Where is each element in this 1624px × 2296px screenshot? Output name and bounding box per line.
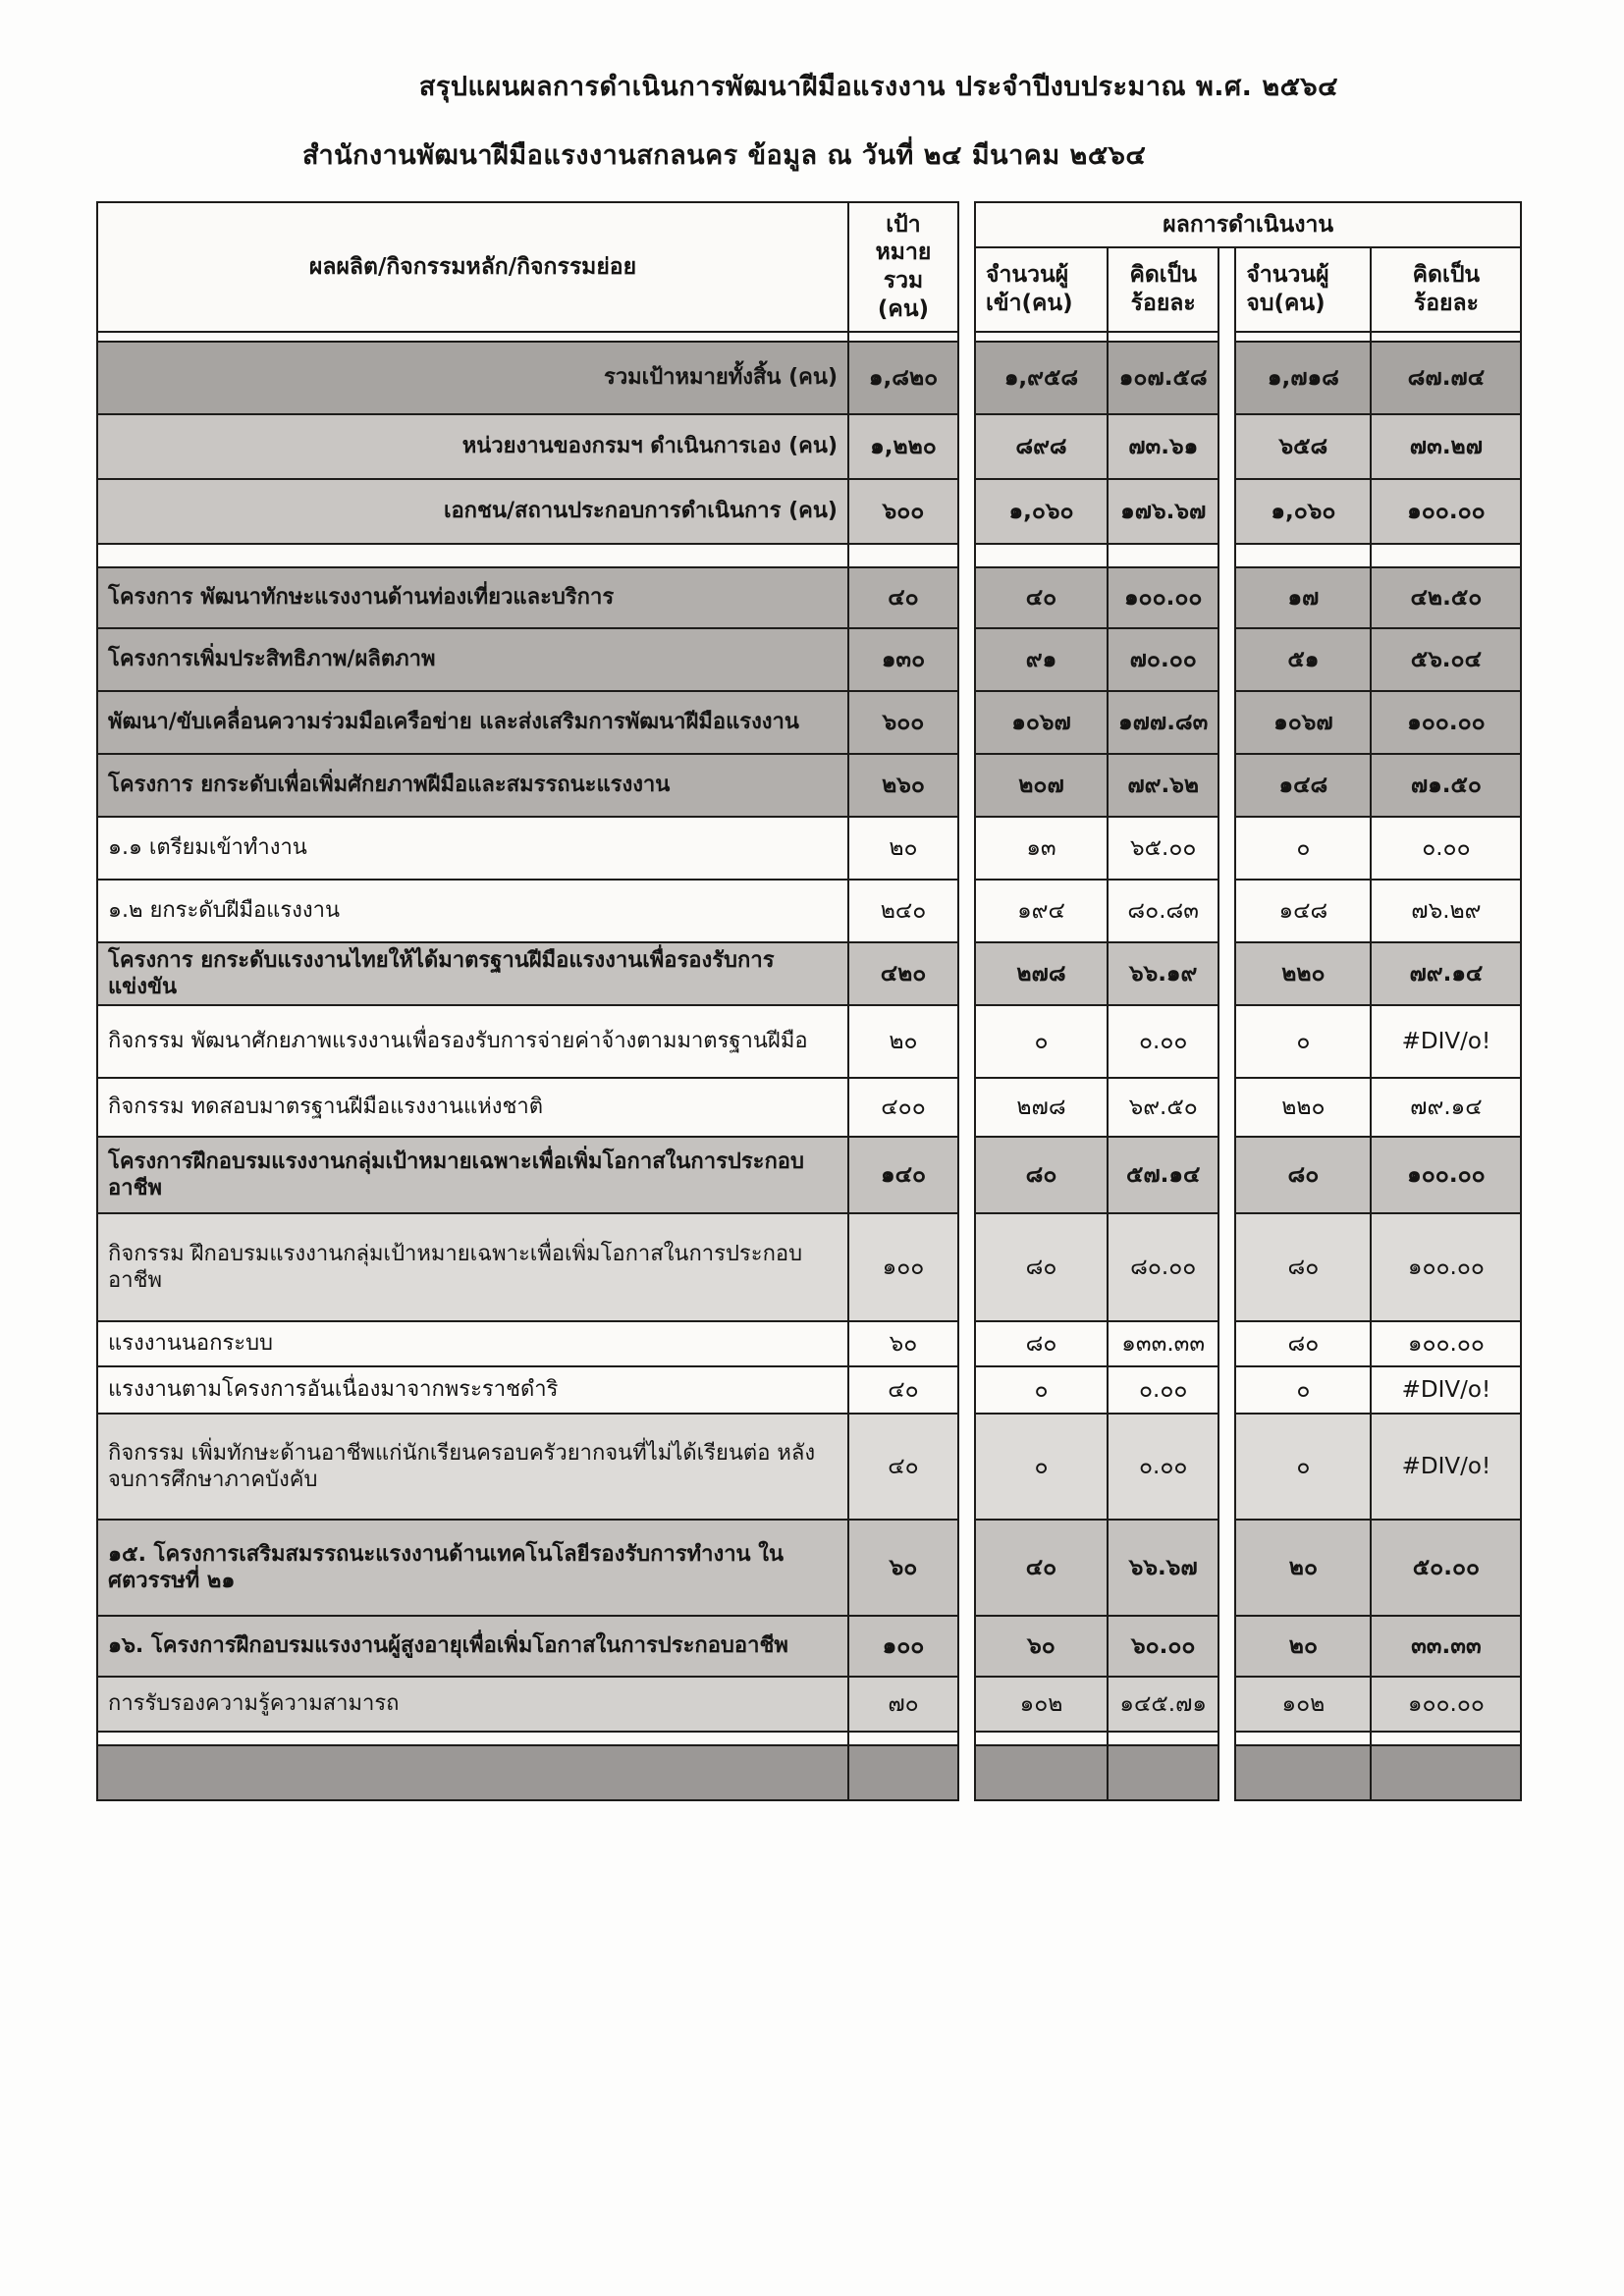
footer-cell <box>97 1745 848 1800</box>
finished-pct: ๑๐๐.๐๐ <box>1371 691 1521 754</box>
column-gap <box>1218 1078 1235 1137</box>
column-gap <box>1218 414 1235 479</box>
finished-pct: ๓๓.๓๓ <box>1371 1616 1521 1677</box>
footer-cell <box>975 1745 1108 1800</box>
activity-label: พัฒนา/ขับเคลื่อนความร่วมมือเครือข่าย และส่งเสริมการพัฒนาฝีมือแรงงาน <box>97 691 848 754</box>
spacer-row <box>97 544 1521 567</box>
target-value: ๖๐๐ <box>848 479 958 544</box>
column-gap <box>958 567 975 628</box>
footer-cell <box>1108 1745 1218 1800</box>
header-pct-finished-line1: คิดเป็น <box>1412 262 1481 289</box>
finished-value: ๒๐ <box>1235 1616 1371 1677</box>
finished-value: ๕๑ <box>1235 628 1371 691</box>
finished-pct: ๑๐๐.๐๐ <box>1371 1213 1521 1321</box>
target-value: ๒๔๐ <box>848 880 958 942</box>
entered-value: ๑๐๒ <box>975 1677 1108 1732</box>
finished-value: ๑๐๒ <box>1235 1677 1371 1732</box>
header-finished-line2: จบ(คน) <box>1246 291 1326 316</box>
table-row <box>97 1005 1521 1078</box>
entered-pct: ๕๗.๑๔ <box>1108 1137 1218 1213</box>
table-row <box>97 1414 1521 1520</box>
finished-value: ๖๕๘ <box>1235 414 1371 479</box>
spacer-cell <box>848 332 958 342</box>
spacer-cell <box>1108 332 1218 342</box>
target-value: ๑๐๐ <box>848 1213 958 1321</box>
column-gap <box>958 817 975 880</box>
finished-pct: ๑๐๐.๐๐ <box>1371 1137 1521 1213</box>
column-gap <box>958 414 975 479</box>
column-gap <box>1218 1414 1235 1520</box>
table-row <box>97 1520 1521 1616</box>
table-row <box>97 1677 1521 1732</box>
entered-pct: ๖๖.๑๙ <box>1108 942 1218 1005</box>
header-results-group: ผลการดำเนินงาน <box>975 202 1521 247</box>
activity-label: ๑.๑ เตรียมเข้าทำงาน <box>97 817 848 880</box>
entered-value: ๐ <box>975 1005 1108 1078</box>
column-gap <box>958 202 975 332</box>
activity-label: การรับรองความรู้ความสามารถ <box>97 1677 848 1732</box>
target-value: ๑๔๐ <box>848 1137 958 1213</box>
entered-pct: ๖๖.๖๗ <box>1108 1520 1218 1616</box>
entered-pct: ๑๐๐.๐๐ <box>1108 567 1218 628</box>
target-value: ๔๐๐ <box>848 1078 958 1137</box>
table-row <box>97 342 1521 414</box>
header-pct-entered-line1: คิดเป็น <box>1129 262 1197 289</box>
finished-value: ๒๐ <box>1235 1520 1371 1616</box>
table-row <box>97 1321 1521 1366</box>
column-gap <box>958 1745 975 1800</box>
column-gap <box>1218 754 1235 817</box>
column-gap <box>958 942 975 1005</box>
header-pct-finished <box>1371 247 1521 332</box>
column-gap <box>1218 1732 1235 1745</box>
column-gap <box>1218 942 1235 1005</box>
table-header-row <box>97 202 1521 247</box>
column-gap <box>1218 880 1235 942</box>
table-row <box>97 479 1521 544</box>
spacer-cell <box>1371 332 1521 342</box>
table-row <box>97 817 1521 880</box>
column-gap <box>958 628 975 691</box>
target-value: ๖๐ <box>848 1321 958 1366</box>
column-gap <box>958 479 975 544</box>
table-row <box>97 880 1521 942</box>
entered-pct: ๐.๐๐ <box>1108 1005 1218 1078</box>
activity-label: โครงการฝึกอบรมแรงงานกลุ่มเป้าหมายเฉพาะเพื่อเพิ่มโอกาสในการประกอบอาชีพ <box>97 1137 848 1213</box>
column-gap <box>1218 1137 1235 1213</box>
column-gap <box>958 1078 975 1137</box>
spacer-cell <box>97 1732 848 1745</box>
spacer-cell <box>848 1732 958 1745</box>
finished-value: ๑๐๖๗ <box>1235 691 1371 754</box>
spacer-cell <box>1235 544 1371 567</box>
activity-label: รวมเป้าหมายทั้งสิ้น (คน) <box>97 342 848 414</box>
finished-pct: #DIV/o! <box>1371 1366 1521 1414</box>
entered-value: ๑๐๖๗ <box>975 691 1108 754</box>
column-gap <box>1218 1745 1235 1800</box>
finished-pct: ๔๒.๕๐ <box>1371 567 1521 628</box>
column-gap <box>958 1137 975 1213</box>
spacer-cell <box>1108 1732 1218 1745</box>
finished-pct: ๐.๐๐ <box>1371 817 1521 880</box>
footer-cell <box>1235 1745 1371 1800</box>
target-value: ๒๐ <box>848 817 958 880</box>
target-value: ๑,๘๒๐ <box>848 342 958 414</box>
column-gap <box>958 1616 975 1677</box>
entered-value: ๖๐ <box>975 1616 1108 1677</box>
column-gap <box>958 342 975 414</box>
finished-pct: ๑๐๐.๐๐ <box>1371 1677 1521 1732</box>
table-row <box>97 1616 1521 1677</box>
activity-label: โครงการ ยกระดับแรงงานไทยให้ได้มาตรฐานฝีมือแรงงานเพื่อรองรับการแข่งขัน <box>97 942 848 1005</box>
finished-value: ๐ <box>1235 1414 1371 1520</box>
table-row <box>97 691 1521 754</box>
activity-label: กิจกรรม พัฒนาศักยภาพแรงงานเพื่อรองรับการจ่ายค่าจ้างตามมาตรฐานฝีมือ <box>97 1005 848 1078</box>
finished-pct: ๗๖.๒๙ <box>1371 880 1521 942</box>
column-gap <box>1218 1366 1235 1414</box>
entered-value: ๔๐ <box>975 567 1108 628</box>
entered-pct: ๐.๐๐ <box>1108 1414 1218 1520</box>
spacer-cell <box>97 544 848 567</box>
finished-value: ๘๐ <box>1235 1213 1371 1321</box>
column-gap <box>1218 691 1235 754</box>
column-gap <box>1218 544 1235 567</box>
activity-label: ๑๖. โครงการฝึกอบรมแรงงานผู้สูงอายุเพื่อเพิ่มโอกาสในการประกอบอาชีพ <box>97 1616 848 1677</box>
finished-value: ๘๐ <box>1235 1137 1371 1213</box>
activity-label: โครงการเพิ่มประสิทธิภาพ/ผลิตภาพ <box>97 628 848 691</box>
header-target-line1: เป้าหมาย <box>875 211 932 266</box>
activity-label: กิจกรรม ฝึกอบรมแรงงานกลุ่มเป้าหมายเฉพาะเพื่อเพิ่มโอกาสในการประกอบ อาชีพ <box>97 1213 848 1321</box>
header-entered-line2: เข้า(คน) <box>986 291 1073 316</box>
entered-value: ๒๗๘ <box>975 942 1108 1005</box>
table-row <box>97 1213 1521 1321</box>
entered-value: ๐ <box>975 1366 1108 1414</box>
finished-value: ๒๒๐ <box>1235 942 1371 1005</box>
table-row <box>97 942 1521 1005</box>
column-gap <box>958 1414 975 1520</box>
column-gap <box>1218 567 1235 628</box>
entered-value: ๘๐ <box>975 1213 1108 1321</box>
column-gap <box>958 1005 975 1078</box>
target-value: ๖๐ <box>848 1520 958 1616</box>
spacer-cell <box>1235 1732 1371 1745</box>
finished-pct: ๗๑.๕๐ <box>1371 754 1521 817</box>
spacer-cell <box>975 1732 1108 1745</box>
entered-value: ๑,๐๖๐ <box>975 479 1108 544</box>
target-value: ๖๐๐ <box>848 691 958 754</box>
entered-pct: ๐.๐๐ <box>1108 1366 1218 1414</box>
column-gap <box>1218 817 1235 880</box>
table-row <box>97 414 1521 479</box>
header-pct-finished-line2: ร้อยละ <box>1413 291 1479 316</box>
entered-value: ๐ <box>975 1414 1108 1520</box>
target-value: ๒๖๐ <box>848 754 958 817</box>
activity-label: กิจกรรม เพิ่มทักษะด้านอาชีพแก่นักเรียนครอบครัวยากจนที่ไม่ได้เรียนต่อ หลังจบการศึกษาภาคบังคับ <box>97 1414 848 1520</box>
column-gap <box>958 544 975 567</box>
target-value: ๔๒๐ <box>848 942 958 1005</box>
entered-pct: ๖๕.๐๐ <box>1108 817 1218 880</box>
target-value: ๑,๒๒๐ <box>848 414 958 479</box>
column-gap <box>1218 1321 1235 1366</box>
entered-pct: ๘๐.๘๓ <box>1108 880 1218 942</box>
column-gap <box>958 754 975 817</box>
finished-value: ๐ <box>1235 817 1371 880</box>
finished-value: ๑,๐๖๐ <box>1235 479 1371 544</box>
entered-pct: ๑๗๗.๘๓ <box>1108 691 1218 754</box>
entered-value: ๔๐ <box>975 1520 1108 1616</box>
column-gap <box>958 691 975 754</box>
header-finished-line1: จำนวนผู้ <box>1246 262 1329 289</box>
finished-pct: ๘๗.๗๔ <box>1371 342 1521 414</box>
activity-label: โครงการ ยกระดับเพื่อเพิ่มศักยภาพฝีมือและสมรรถนะแรงงาน <box>97 754 848 817</box>
spacer-cell <box>97 332 848 342</box>
entered-pct: ๖๙.๕๐ <box>1108 1078 1218 1137</box>
target-value: ๑๓๐ <box>848 628 958 691</box>
column-gap <box>958 332 975 342</box>
entered-pct: ๖๐.๐๐ <box>1108 1616 1218 1677</box>
finished-value: ๑,๗๑๘ <box>1235 342 1371 414</box>
target-value: ๒๐ <box>848 1005 958 1078</box>
finished-value: ๑๗ <box>1235 567 1371 628</box>
spacer-cell <box>1371 544 1521 567</box>
header-entered-line1: จำนวนผู้ <box>986 262 1069 289</box>
finished-value: ๘๐ <box>1235 1321 1371 1366</box>
spacer-cell <box>1235 332 1371 342</box>
activity-label: แรงงานนอกระบบ <box>97 1321 848 1366</box>
finished-pct: ๕๐.๐๐ <box>1371 1520 1521 1616</box>
finished-value: ๑๔๘ <box>1235 880 1371 942</box>
finished-pct: #DIV/o! <box>1371 1414 1521 1520</box>
footer-cell <box>1371 1745 1521 1800</box>
activity-label: กิจกรรม ทดสอบมาตรฐานฝีมือแรงงานแห่งชาติ <box>97 1078 848 1137</box>
column-gap <box>1218 1677 1235 1732</box>
finished-value: ๐ <box>1235 1366 1371 1414</box>
column-gap <box>1218 332 1235 342</box>
entered-pct: ๗๙.๖๒ <box>1108 754 1218 817</box>
header-target-line3: (คน) <box>877 295 930 322</box>
finished-pct: ๗๙.๑๔ <box>1371 942 1521 1005</box>
spacer-cell <box>975 332 1108 342</box>
spacer-row <box>97 1732 1521 1745</box>
activity-label: ๑๕. โครงการเสริมสมรรถนะแรงงานด้านเทคโนโลยีรองรับการทำงาน ในศตวรรษที่ ๒๑ <box>97 1520 848 1616</box>
target-value: ๗๐ <box>848 1677 958 1732</box>
doc-title: สรุปแผนผลการดำเนินการพัฒนาฝีมือแรงงาน ประจำปีงบประมาณ พ.ศ. ๒๕๖๔ <box>418 72 1339 102</box>
activity-label: เอกชน/สถานประกอบการดำเนินการ (คน) <box>97 479 848 544</box>
table-row <box>97 754 1521 817</box>
spacer-cell <box>975 544 1108 567</box>
column-gap <box>1218 342 1235 414</box>
finished-value: ๐ <box>1235 1005 1371 1078</box>
entered-value: ๘๐ <box>975 1321 1108 1366</box>
column-gap <box>958 1213 975 1321</box>
column-gap <box>1218 1005 1235 1078</box>
header-pct-entered <box>1108 247 1218 332</box>
header-target <box>848 202 958 332</box>
table-row <box>97 1137 1521 1213</box>
header-entered <box>975 247 1108 332</box>
column-gap <box>958 1732 975 1745</box>
column-gap <box>958 1520 975 1616</box>
column-gap <box>958 1677 975 1732</box>
header-target-line2: รวม <box>883 268 924 294</box>
column-gap <box>1218 628 1235 691</box>
entered-pct: ๗๓.๖๑ <box>1108 414 1218 479</box>
entered-pct: ๑๓๓.๓๓ <box>1108 1321 1218 1366</box>
table-row <box>97 628 1521 691</box>
table-row <box>97 1366 1521 1414</box>
target-value: ๔๐ <box>848 1366 958 1414</box>
finished-pct: ๑๐๐.๐๐ <box>1371 479 1521 544</box>
target-value: ๑๐๐ <box>848 1616 958 1677</box>
finished-pct: #DIV/o! <box>1371 1005 1521 1078</box>
table-row <box>97 1078 1521 1137</box>
finished-pct: ๑๐๐.๐๐ <box>1371 1321 1521 1366</box>
finished-pct: ๗๙.๑๔ <box>1371 1078 1521 1137</box>
entered-pct: ๑๐๗.๕๘ <box>1108 342 1218 414</box>
entered-pct: ๗๐.๐๐ <box>1108 628 1218 691</box>
column-gap <box>958 880 975 942</box>
finished-value: ๑๔๘ <box>1235 754 1371 817</box>
header-pct-entered-line2: ร้อยละ <box>1130 291 1196 316</box>
table-footer-band <box>97 1745 1521 1800</box>
column-gap <box>1218 479 1235 544</box>
entered-pct: ๘๐.๐๐ <box>1108 1213 1218 1321</box>
column-gap <box>958 1321 975 1366</box>
header-activity: ผลผลิต/กิจกรรมหลัก/กิจกรรมย่อย <box>97 202 848 332</box>
entered-value: ๘๙๘ <box>975 414 1108 479</box>
spacer-row <box>97 332 1521 342</box>
footer-cell <box>848 1745 958 1800</box>
doc-subtitle: สำนักงานพัฒนาฝีมือแรงงานสกลนคร ข้อมูล ณ วันที่ ๒๔ มีนาคม ๒๕๖๔ <box>302 140 1147 171</box>
activity-label: ๑.๒ ยกระดับฝีมือแรงงาน <box>97 880 848 942</box>
entered-value: ๙๑ <box>975 628 1108 691</box>
activity-label: หน่วยงานของกรมฯ ดำเนินการเอง (คน) <box>97 414 848 479</box>
entered-value: ๒๗๘ <box>975 1078 1108 1137</box>
summary-table <box>96 201 1522 1801</box>
column-gap <box>1218 1520 1235 1616</box>
entered-value: ๘๐ <box>975 1137 1108 1213</box>
table-row <box>97 567 1521 628</box>
entered-value: ๑๙๔ <box>975 880 1108 942</box>
spacer-cell <box>1371 1732 1521 1745</box>
target-value: ๔๐ <box>848 567 958 628</box>
spacer-cell <box>1108 544 1218 567</box>
column-gap <box>958 1366 975 1414</box>
finished-value: ๒๒๐ <box>1235 1078 1371 1137</box>
entered-value: ๒๐๗ <box>975 754 1108 817</box>
activity-label: แรงงานตามโครงการอันเนื่องมาจากพระราชดำริ <box>97 1366 848 1414</box>
entered-value: ๑,๙๕๘ <box>975 342 1108 414</box>
entered-value: ๑๓ <box>975 817 1108 880</box>
entered-pct: ๑๔๕.๗๑ <box>1108 1677 1218 1732</box>
finished-pct: ๕๖.๐๔ <box>1371 628 1521 691</box>
column-gap <box>1218 247 1235 332</box>
entered-pct: ๑๗๖.๖๗ <box>1108 479 1218 544</box>
target-value: ๔๐ <box>848 1414 958 1520</box>
column-gap <box>1218 1616 1235 1677</box>
finished-pct: ๗๓.๒๗ <box>1371 414 1521 479</box>
spacer-cell <box>848 544 958 567</box>
activity-label: โครงการ พัฒนาทักษะแรงงานด้านท่องเที่ยวและบริการ <box>97 567 848 628</box>
header-finished <box>1235 247 1371 332</box>
column-gap <box>1218 1213 1235 1321</box>
